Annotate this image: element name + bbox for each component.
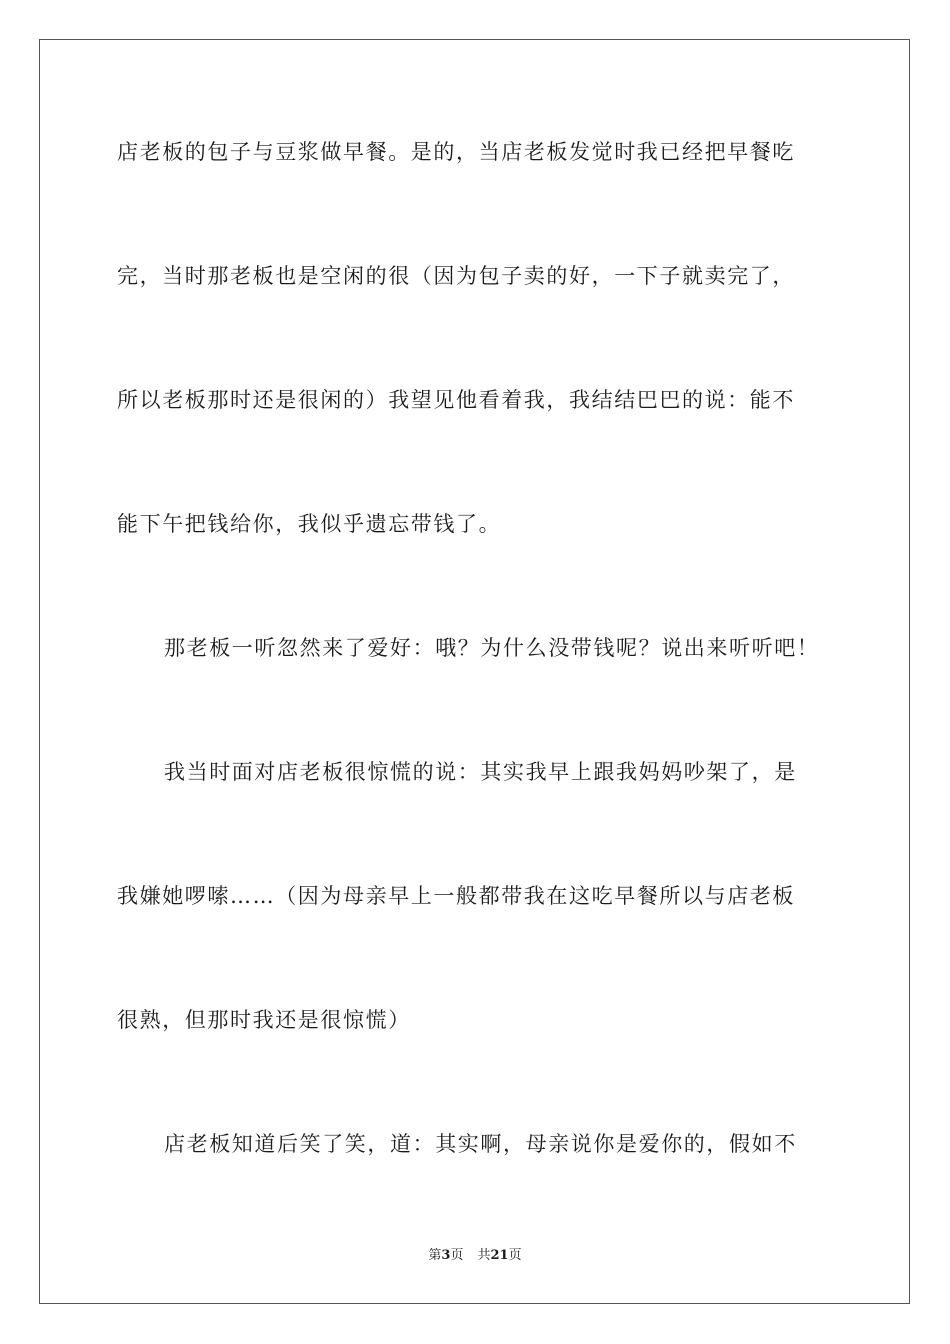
page-number: 3 [441,1248,451,1263]
text-line: 店老板的包子与豆浆做早餐。是的，当店老板发觉时我已经把早餐吃 [117,140,795,164]
page-prefix: 第 [428,1248,442,1263]
paragraph-start-line: 那老板一听忽然来了爱好：哦？为什么没带钱呢？说出来听听吧！ [164,636,820,660]
paragraph-start-line: 店老板知道后笑了笑，道：其实啊，母亲说你是爱你的，假如不 [164,1132,797,1156]
text-line: 完，当时那老板也是空闲的很（因为包子卖的好，一下子就卖完了， [117,264,795,288]
text-line: 所以老板那时还是很闲的）我望见他看着我，我结结巴巴的说：能不 [117,388,795,412]
page-footer [0,1247,950,1265]
text-line: 能下午把钱给你，我似乎遗忘带钱了。 [117,512,502,536]
total-prefix: 共 [477,1248,491,1263]
total-suffix: 页 [508,1248,522,1263]
text-line: 很熟，但那时我还是很惊慌） [117,1008,411,1032]
page-suffix: 页 [450,1248,464,1263]
page-border [39,39,910,1304]
total-pages: 21 [490,1248,509,1263]
paragraph-start-line: 我当时面对店老板很惊慌的说：其实我早上跟我妈妈吵架了，是 [164,760,797,784]
text-line: 我嫌她啰嗦……（因为母亲早上一般都带我在这吃早餐所以与店老板 [117,884,795,908]
